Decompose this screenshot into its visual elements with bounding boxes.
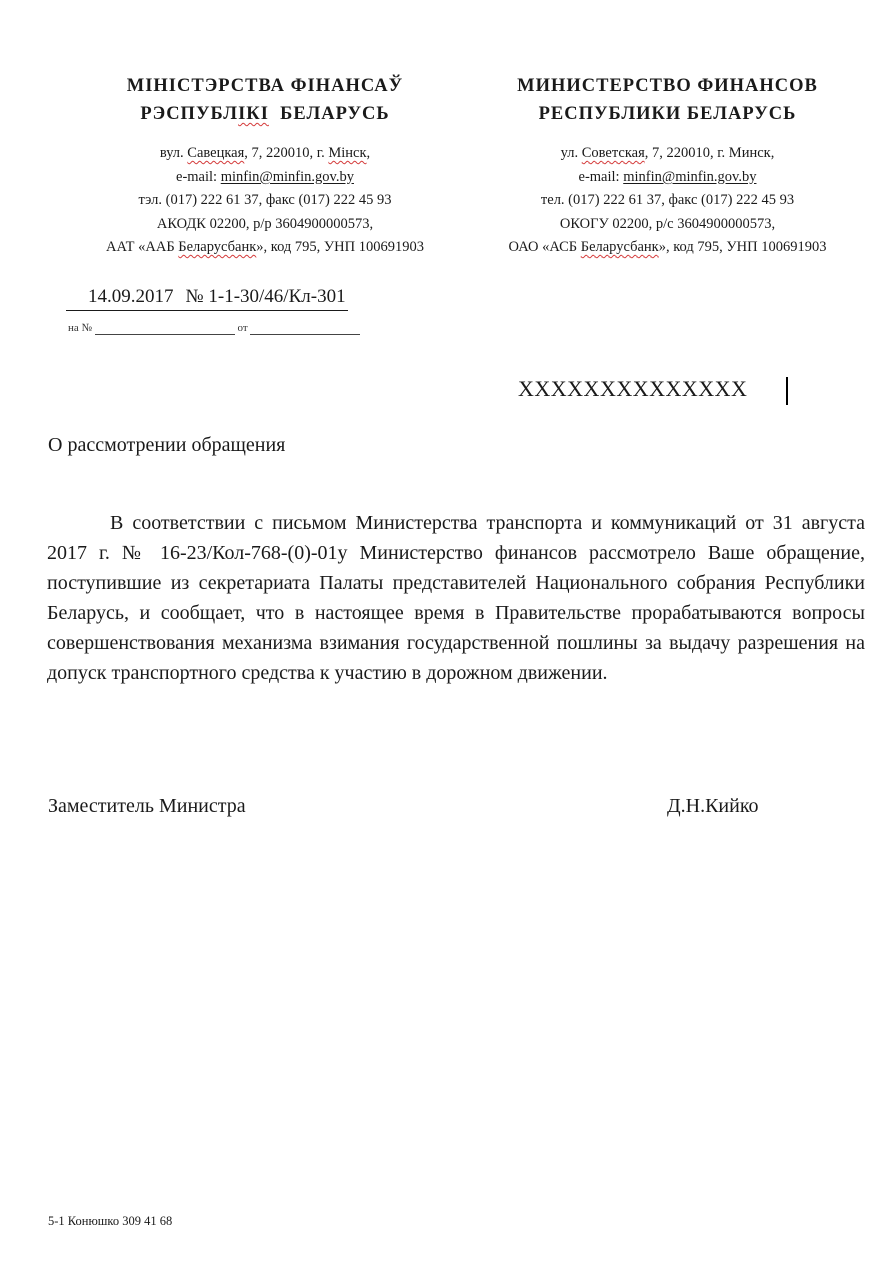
reference-number: № 1-1-30/46/Кл-301 [182, 284, 348, 311]
bank-by: ААТ «ААБ Беларусбанк», код 795, УНП 100691903 [105, 239, 424, 255]
address-by: вул. Савецкая, 7, 220010, г. Мінск, [159, 145, 371, 161]
letter-body: В соответствии с письмом Министерства транспорта и коммуникаций от 31 августа 2017 г. № 16-23/Кол-768-(0)-01у Министерство финансов рассмотрело Ваше обращение, поступившие из секретариата Палаты представителей Национального собрания Республики Беларусь, и сообщает, что в настоящее время в Правительстве прорабатываются вопросы совершенствования механизма взимания государственной пошлины за выдачу разрешения на допуск транспортного средства к участию в дорожном движении. [47, 512, 865, 684]
reply-date-blank [250, 322, 360, 335]
ministry-name-by-line1: МІНІСТЭРСТВА ФІНАНСАЎ [126, 76, 404, 96]
codes-by: АКОДК 02200, р/р 3604900000573, [156, 215, 374, 232]
ministry-name-by-line2: РЭСПУБЛІКІ БЕЛАРУСЬ [140, 104, 390, 124]
email-by: e-mail: minfin@minfin.gov.by [176, 168, 354, 185]
signatory-title: Заместитель Министра [48, 795, 246, 817]
ministry-name-by [40, 72, 490, 128]
ministry-name-ru [450, 72, 885, 128]
email-ru: e-mail: minfin@minfin.gov.by [578, 168, 757, 185]
ministry-name-ru-line1: МИНИСТЕРСТВО ФИНАНСОВ [517, 76, 818, 96]
address-ru: ул. Советская, 7, 220010, г. Минск, [560, 145, 775, 161]
executor-footer: 5-1 Конюшко 309 41 68 [48, 1214, 173, 1228]
ministry-name-ru-line2: РЕСПУБЛИКИ БЕЛАРУСЬ [538, 104, 797, 124]
phone-ru: тел. (017) 222 61 37, факс (017) 222 45 93 [540, 192, 795, 208]
contacts-ru [450, 142, 885, 260]
phone-by: тэл. (017) 222 61 37, факс (017) 222 45 93 [138, 192, 392, 208]
reply-date-label: от [237, 322, 248, 334]
reply-number-blank [95, 322, 235, 335]
outgoing-reference [66, 284, 348, 311]
letterhead-russian [450, 72, 885, 260]
reference-date: 14.09.2017 [66, 284, 182, 311]
text-cursor [786, 377, 788, 405]
bank-ru: ОАО «АСБ Беларусбанк», код 795, УНП 100691903 [508, 239, 827, 255]
contacts-by [40, 142, 490, 260]
reply-to-reference [68, 322, 360, 335]
letterhead-belarusian [40, 72, 490, 260]
codes-ru: ОКОГУ 02200, р/с 3604900000573, [559, 215, 776, 232]
signatory-name: Д.Н.Кийко [667, 795, 759, 817]
email-link-ru[interactable]: minfin@minfin.gov.by [623, 168, 757, 185]
letter-subject: О рассмотрении обращения [48, 434, 286, 456]
reply-number-label: на № [68, 322, 93, 334]
email-link-by[interactable]: minfin@minfin.gov.by [220, 168, 354, 185]
addressee: ХХХХХХХХХХХХХХ [518, 376, 748, 401]
